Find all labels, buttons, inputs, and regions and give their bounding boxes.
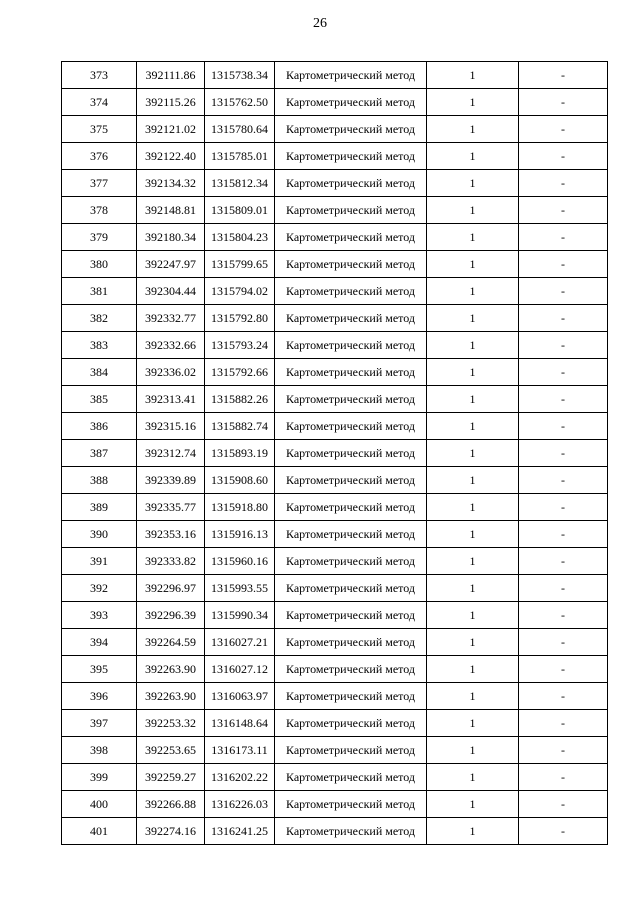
description-cell: - [519, 332, 608, 359]
y-coordinate-cell: 1316202.22 [205, 764, 275, 791]
method-cell: Картометрический метод [275, 278, 427, 305]
point-number-cell: 383 [62, 332, 137, 359]
description-cell: - [519, 683, 608, 710]
point-number-cell: 390 [62, 521, 137, 548]
point-number-cell: 380 [62, 251, 137, 278]
accuracy-cell: 1 [427, 278, 519, 305]
y-coordinate-cell: 1315990.34 [205, 602, 275, 629]
table-row [62, 62, 608, 89]
table-row [62, 683, 608, 710]
description-cell: - [519, 170, 608, 197]
x-coordinate-cell: 392264.59 [137, 629, 205, 656]
y-coordinate-cell: 1315882.26 [205, 386, 275, 413]
y-coordinate-cell: 1315792.80 [205, 305, 275, 332]
accuracy-cell: 1 [427, 818, 519, 845]
x-coordinate-cell: 392115.26 [137, 89, 205, 116]
y-coordinate-cell: 1315804.23 [205, 224, 275, 251]
method-cell: Картометрический метод [275, 656, 427, 683]
point-number-cell: 399 [62, 764, 137, 791]
coordinates-table [61, 61, 608, 845]
y-coordinate-cell: 1315908.60 [205, 467, 275, 494]
accuracy-cell: 1 [427, 602, 519, 629]
point-number-cell: 397 [62, 710, 137, 737]
table-row [62, 791, 608, 818]
y-coordinate-cell: 1316241.25 [205, 818, 275, 845]
table-row [62, 305, 608, 332]
point-number-cell: 374 [62, 89, 137, 116]
accuracy-cell: 1 [427, 62, 519, 89]
description-cell: - [519, 359, 608, 386]
accuracy-cell: 1 [427, 224, 519, 251]
accuracy-cell: 1 [427, 359, 519, 386]
x-coordinate-cell: 392313.41 [137, 386, 205, 413]
method-cell: Картометрический метод [275, 602, 427, 629]
method-cell: Картометрический метод [275, 386, 427, 413]
table-row [62, 413, 608, 440]
method-cell: Картометрический метод [275, 629, 427, 656]
accuracy-cell: 1 [427, 386, 519, 413]
x-coordinate-cell: 392259.27 [137, 764, 205, 791]
method-cell: Картометрический метод [275, 710, 427, 737]
x-coordinate-cell: 392353.16 [137, 521, 205, 548]
method-cell: Картометрический метод [275, 764, 427, 791]
x-coordinate-cell: 392274.16 [137, 818, 205, 845]
y-coordinate-cell: 1315812.34 [205, 170, 275, 197]
accuracy-cell: 1 [427, 521, 519, 548]
table-row [62, 602, 608, 629]
x-coordinate-cell: 392121.02 [137, 116, 205, 143]
point-number-cell: 401 [62, 818, 137, 845]
description-cell: - [519, 521, 608, 548]
y-coordinate-cell: 1315882.74 [205, 413, 275, 440]
method-cell: Картометрический метод [275, 413, 427, 440]
accuracy-cell: 1 [427, 440, 519, 467]
description-cell: - [519, 602, 608, 629]
accuracy-cell: 1 [427, 89, 519, 116]
point-number-cell: 381 [62, 278, 137, 305]
description-cell: - [519, 791, 608, 818]
point-number-cell: 389 [62, 494, 137, 521]
x-coordinate-cell: 392304.44 [137, 278, 205, 305]
y-coordinate-cell: 1316027.12 [205, 656, 275, 683]
x-coordinate-cell: 392312.74 [137, 440, 205, 467]
point-number-cell: 396 [62, 683, 137, 710]
y-coordinate-cell: 1316063.97 [205, 683, 275, 710]
table-row [62, 710, 608, 737]
accuracy-cell: 1 [427, 548, 519, 575]
y-coordinate-cell: 1315893.19 [205, 440, 275, 467]
y-coordinate-cell: 1316226.03 [205, 791, 275, 818]
point-number-cell: 388 [62, 467, 137, 494]
table-row [62, 359, 608, 386]
x-coordinate-cell: 392296.97 [137, 575, 205, 602]
point-number-cell: 400 [62, 791, 137, 818]
table-row [62, 521, 608, 548]
table-row [62, 116, 608, 143]
description-cell: - [519, 197, 608, 224]
point-number-cell: 394 [62, 629, 137, 656]
point-number-cell: 391 [62, 548, 137, 575]
table-row [62, 224, 608, 251]
point-number-cell: 379 [62, 224, 137, 251]
method-cell: Картометрический метод [275, 683, 427, 710]
point-number-cell: 395 [62, 656, 137, 683]
table-row [62, 656, 608, 683]
table-row [62, 143, 608, 170]
accuracy-cell: 1 [427, 143, 519, 170]
y-coordinate-cell: 1315793.24 [205, 332, 275, 359]
accuracy-cell: 1 [427, 683, 519, 710]
y-coordinate-cell: 1315785.01 [205, 143, 275, 170]
y-coordinate-cell: 1315738.34 [205, 62, 275, 89]
description-cell: - [519, 710, 608, 737]
accuracy-cell: 1 [427, 656, 519, 683]
accuracy-cell: 1 [427, 467, 519, 494]
method-cell: Картометрический метод [275, 791, 427, 818]
x-coordinate-cell: 392335.77 [137, 494, 205, 521]
method-cell: Картометрический метод [275, 548, 427, 575]
accuracy-cell: 1 [427, 305, 519, 332]
description-cell: - [519, 143, 608, 170]
accuracy-cell: 1 [427, 494, 519, 521]
table-row [62, 197, 608, 224]
method-cell: Картометрический метод [275, 170, 427, 197]
method-cell: Картометрический метод [275, 305, 427, 332]
y-coordinate-cell: 1315762.50 [205, 89, 275, 116]
accuracy-cell: 1 [427, 116, 519, 143]
description-cell: - [519, 62, 608, 89]
point-number-cell: 387 [62, 440, 137, 467]
description-cell: - [519, 575, 608, 602]
x-coordinate-cell: 392336.02 [137, 359, 205, 386]
description-cell: - [519, 278, 608, 305]
table-row [62, 764, 608, 791]
method-cell: Картометрический метод [275, 818, 427, 845]
method-cell: Картометрический метод [275, 62, 427, 89]
x-coordinate-cell: 392134.32 [137, 170, 205, 197]
method-cell: Картометрический метод [275, 467, 427, 494]
accuracy-cell: 1 [427, 710, 519, 737]
y-coordinate-cell: 1316173.11 [205, 737, 275, 764]
point-number-cell: 386 [62, 413, 137, 440]
description-cell: - [519, 386, 608, 413]
description-cell: - [519, 494, 608, 521]
x-coordinate-cell: 392332.77 [137, 305, 205, 332]
coordinates-table-body [62, 62, 608, 845]
x-coordinate-cell: 392180.34 [137, 224, 205, 251]
x-coordinate-cell: 392122.40 [137, 143, 205, 170]
accuracy-cell: 1 [427, 737, 519, 764]
accuracy-cell: 1 [427, 413, 519, 440]
accuracy-cell: 1 [427, 332, 519, 359]
table-row [62, 467, 608, 494]
y-coordinate-cell: 1315916.13 [205, 521, 275, 548]
method-cell: Картометрический метод [275, 116, 427, 143]
description-cell: - [519, 764, 608, 791]
table-row [62, 575, 608, 602]
point-number-cell: 373 [62, 62, 137, 89]
description-cell: - [519, 818, 608, 845]
point-number-cell: 375 [62, 116, 137, 143]
table-row [62, 170, 608, 197]
accuracy-cell: 1 [427, 170, 519, 197]
table-row [62, 89, 608, 116]
method-cell: Картометрический метод [275, 494, 427, 521]
accuracy-cell: 1 [427, 764, 519, 791]
table-row [62, 629, 608, 656]
point-number-cell: 392 [62, 575, 137, 602]
description-cell: - [519, 656, 608, 683]
description-cell: - [519, 305, 608, 332]
method-cell: Картометрический метод [275, 521, 427, 548]
point-number-cell: 385 [62, 386, 137, 413]
point-number-cell: 377 [62, 170, 137, 197]
page-number: 26 [313, 16, 327, 31]
x-coordinate-cell: 392253.65 [137, 737, 205, 764]
description-cell: - [519, 548, 608, 575]
method-cell: Картометрический метод [275, 224, 427, 251]
x-coordinate-cell: 392332.66 [137, 332, 205, 359]
point-number-cell: 378 [62, 197, 137, 224]
method-cell: Картометрический метод [275, 197, 427, 224]
table-row [62, 737, 608, 764]
accuracy-cell: 1 [427, 791, 519, 818]
accuracy-cell: 1 [427, 197, 519, 224]
point-number-cell: 382 [62, 305, 137, 332]
y-coordinate-cell: 1315809.01 [205, 197, 275, 224]
description-cell: - [519, 89, 608, 116]
x-coordinate-cell: 392253.32 [137, 710, 205, 737]
method-cell: Картометрический метод [275, 359, 427, 386]
x-coordinate-cell: 392263.90 [137, 656, 205, 683]
x-coordinate-cell: 392266.88 [137, 791, 205, 818]
method-cell: Картометрический метод [275, 143, 427, 170]
description-cell: - [519, 467, 608, 494]
y-coordinate-cell: 1315780.64 [205, 116, 275, 143]
y-coordinate-cell: 1315918.80 [205, 494, 275, 521]
method-cell: Картометрический метод [275, 737, 427, 764]
table-row [62, 386, 608, 413]
y-coordinate-cell: 1315794.02 [205, 278, 275, 305]
point-number-cell: 376 [62, 143, 137, 170]
table-row [62, 548, 608, 575]
table-row [62, 278, 608, 305]
x-coordinate-cell: 392339.89 [137, 467, 205, 494]
x-coordinate-cell: 392148.81 [137, 197, 205, 224]
y-coordinate-cell: 1315960.16 [205, 548, 275, 575]
x-coordinate-cell: 392263.90 [137, 683, 205, 710]
accuracy-cell: 1 [427, 575, 519, 602]
x-coordinate-cell: 392247.97 [137, 251, 205, 278]
description-cell: - [519, 224, 608, 251]
x-coordinate-cell: 392111.86 [137, 62, 205, 89]
description-cell: - [519, 440, 608, 467]
y-coordinate-cell: 1316027.21 [205, 629, 275, 656]
description-cell: - [519, 413, 608, 440]
description-cell: - [519, 116, 608, 143]
point-number-cell: 398 [62, 737, 137, 764]
table-row [62, 332, 608, 359]
table-row [62, 818, 608, 845]
point-number-cell: 393 [62, 602, 137, 629]
accuracy-cell: 1 [427, 251, 519, 278]
method-cell: Картометрический метод [275, 440, 427, 467]
description-cell: - [519, 251, 608, 278]
description-cell: - [519, 737, 608, 764]
table-row [62, 494, 608, 521]
method-cell: Картометрический метод [275, 251, 427, 278]
x-coordinate-cell: 392296.39 [137, 602, 205, 629]
y-coordinate-cell: 1315993.55 [205, 575, 275, 602]
method-cell: Картометрический метод [275, 332, 427, 359]
y-coordinate-cell: 1316148.64 [205, 710, 275, 737]
method-cell: Картометрический метод [275, 575, 427, 602]
accuracy-cell: 1 [427, 629, 519, 656]
y-coordinate-cell: 1315799.65 [205, 251, 275, 278]
point-number-cell: 384 [62, 359, 137, 386]
table-row [62, 440, 608, 467]
x-coordinate-cell: 392333.82 [137, 548, 205, 575]
table-row [62, 251, 608, 278]
description-cell: - [519, 629, 608, 656]
y-coordinate-cell: 1315792.66 [205, 359, 275, 386]
x-coordinate-cell: 392315.16 [137, 413, 205, 440]
method-cell: Картометрический метод [275, 89, 427, 116]
